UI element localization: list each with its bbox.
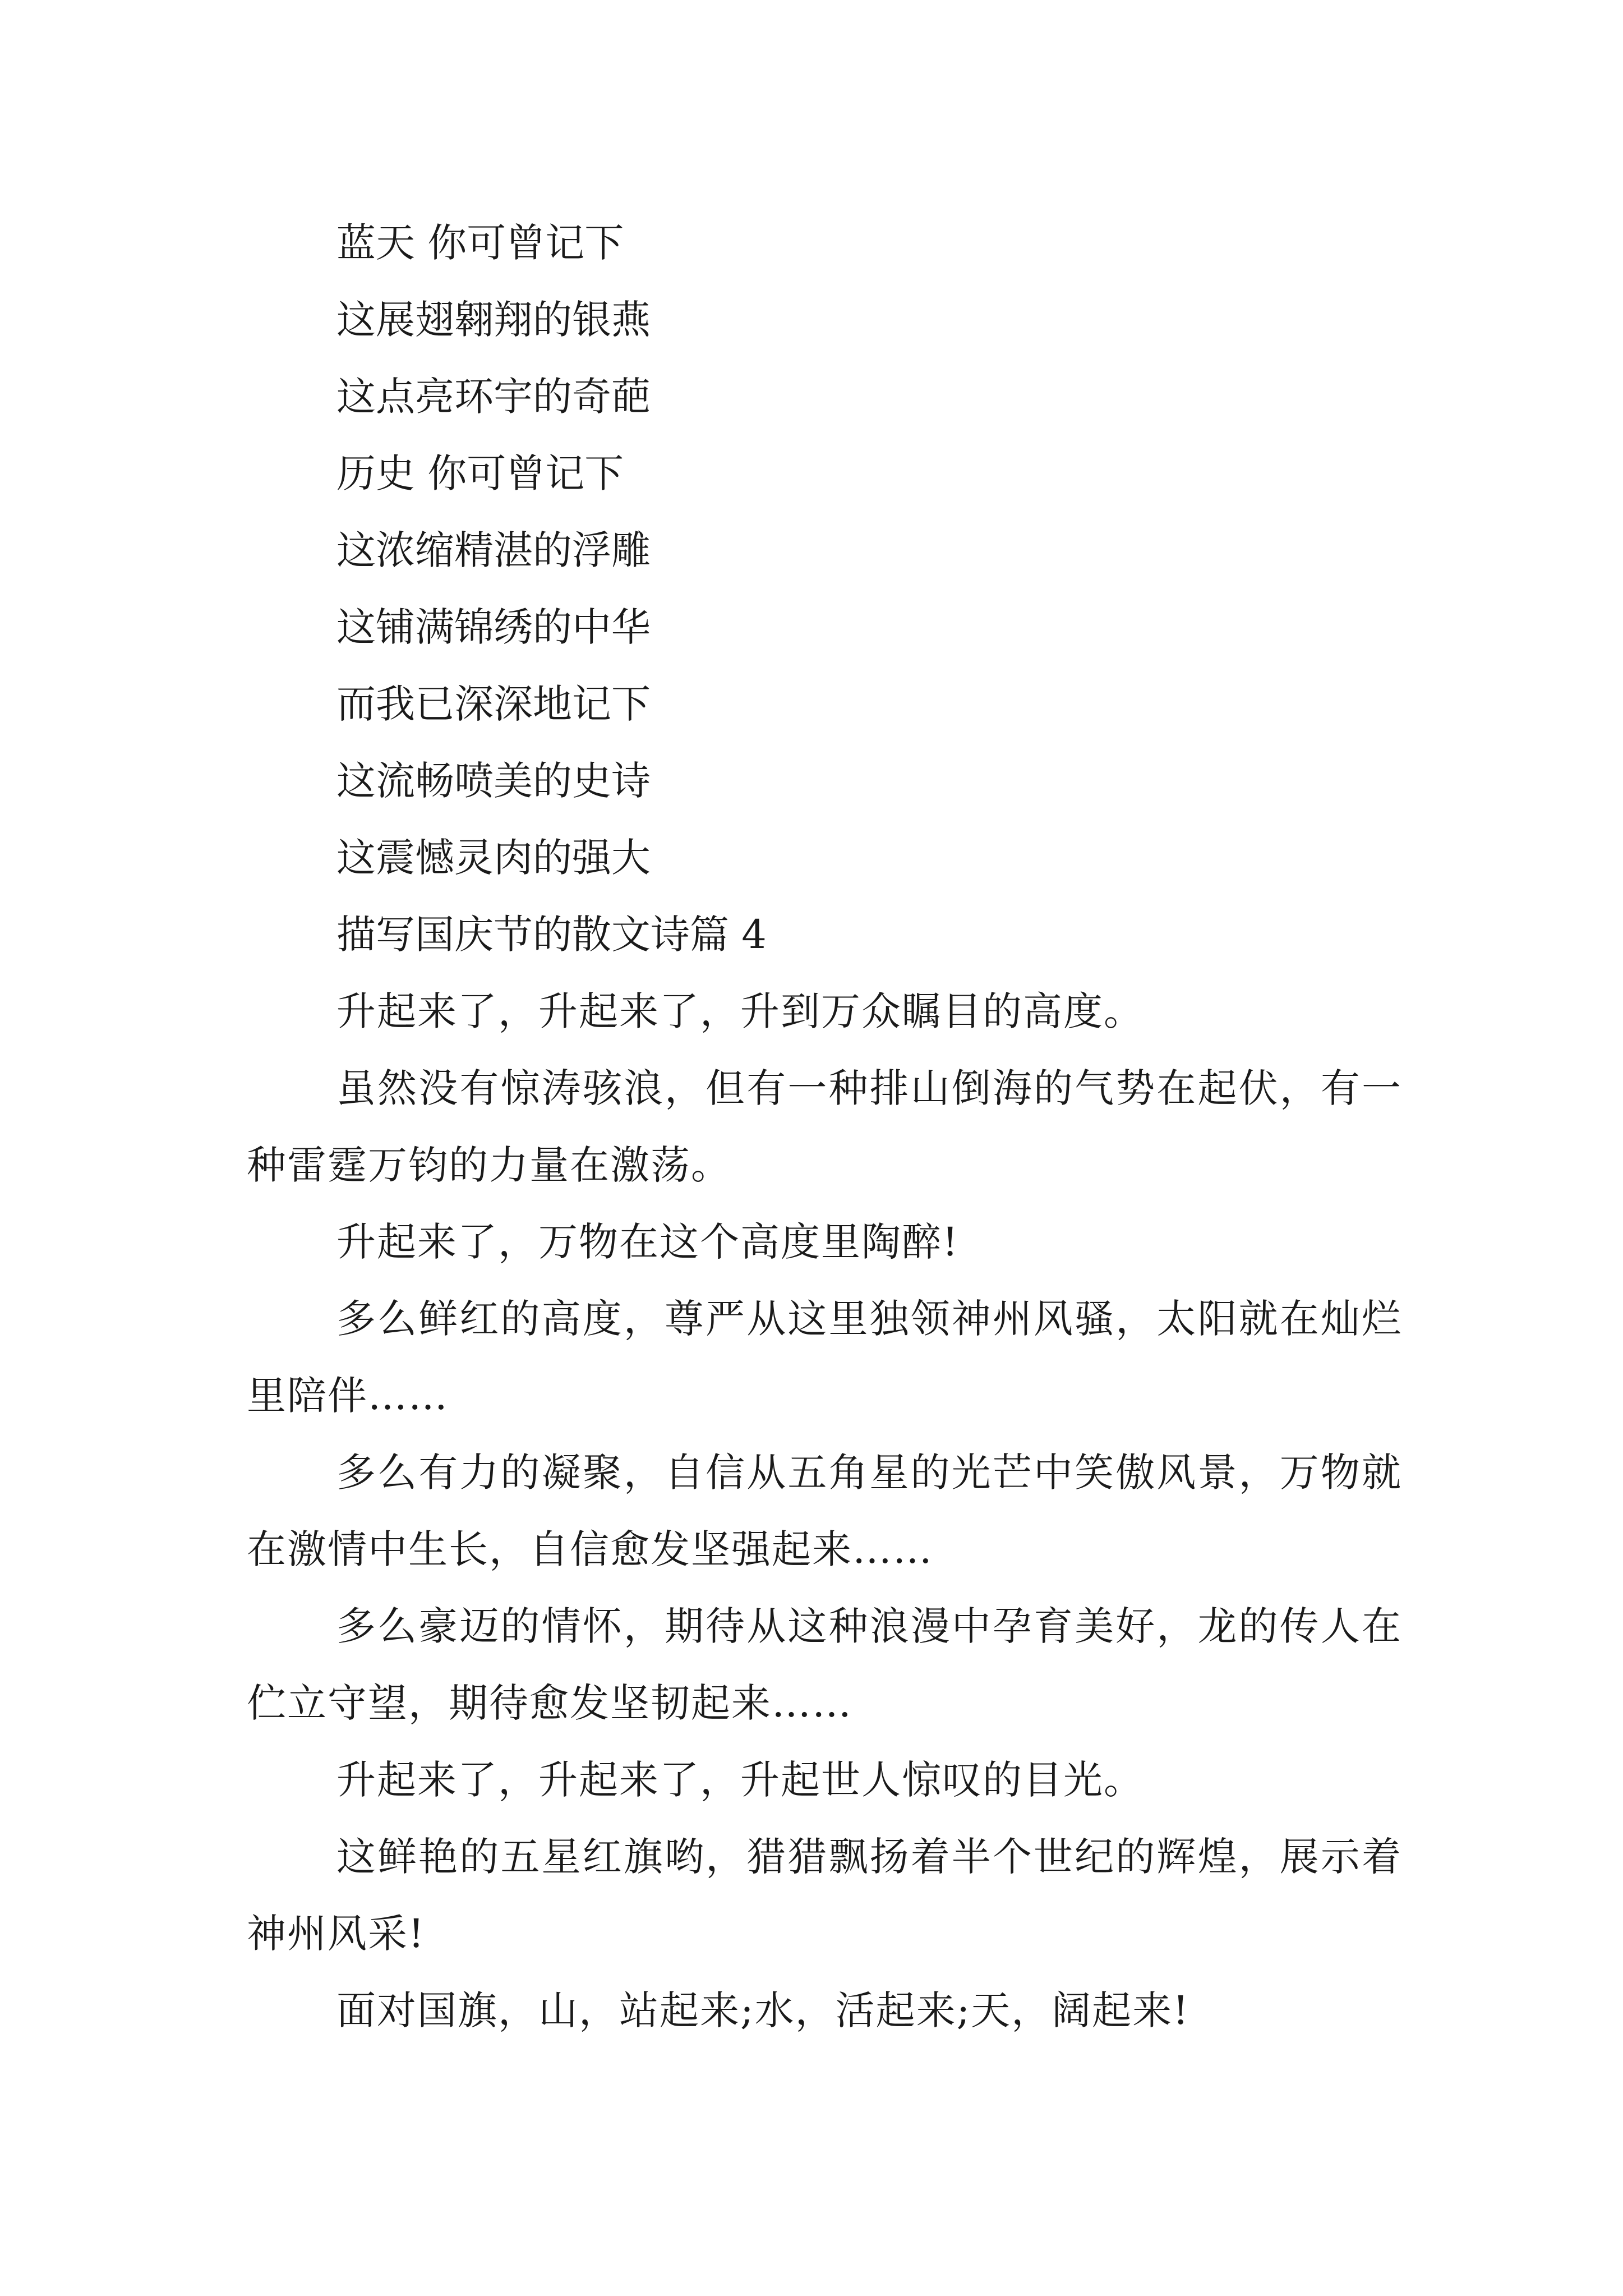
- verse-line: 这流畅喷美的史诗: [336, 758, 651, 804]
- verse-line: 这浓缩精湛的浮雕: [336, 527, 651, 573]
- verse-line: 这点亮环宇的奇葩: [336, 374, 651, 420]
- verse-line: 蓝天 你可曾记下: [336, 220, 624, 266]
- paragraph: 多么鲜红的高度，尊严从这里独领神州风骚，太阳就在灿烂里陪伴……: [247, 1296, 1402, 1419]
- paragraph: 这鲜艳的五星红旗哟，猎猎飘扬着半个世纪的辉煌，展示着神州风采!: [247, 1834, 1402, 1957]
- verse-line: 历史 你可曾记下: [336, 450, 624, 496]
- verse-line: 这震憾灵肉的强大: [336, 835, 651, 881]
- paragraph: 升起来了，升起来了，升起世人惊叹的目光。: [336, 1757, 1144, 1803]
- section-title: 描写国庆节的散文诗篇 4: [336, 912, 767, 958]
- paragraph: 虽然没有惊涛骇浪，但有一种排山倒海的气势在起伏，有一种雷霆万钧的力量在激荡。: [247, 1065, 1402, 1188]
- paragraph: 升起来了，万物在这个高度里陶醉!: [336, 1219, 960, 1265]
- verse-line: 这展翅翱翔的银燕: [336, 297, 651, 343]
- paragraph: 升起来了，升起来了，升到万众瞩目的高度。: [336, 988, 1144, 1034]
- paragraph: 多么有力的凝聚，自信从五角星的光芒中笑傲风景，万物就在激情中生长，自信愈发坚强起来……: [247, 1450, 1402, 1572]
- document-body: [247, 205, 1402, 2049]
- paragraph: 面对国旗，山，站起来;水，活起来;天，阔起来!: [336, 1987, 1190, 2033]
- paragraph: 多么豪迈的情怀，期待从这种浪漫中孕育美好，龙的传人在伫立守望，期待愈发坚韧起来……: [247, 1603, 1402, 1726]
- verse-line: 而我已深深地记下: [336, 681, 651, 727]
- verse-line: 这铺满锦绣的中华: [336, 604, 651, 650]
